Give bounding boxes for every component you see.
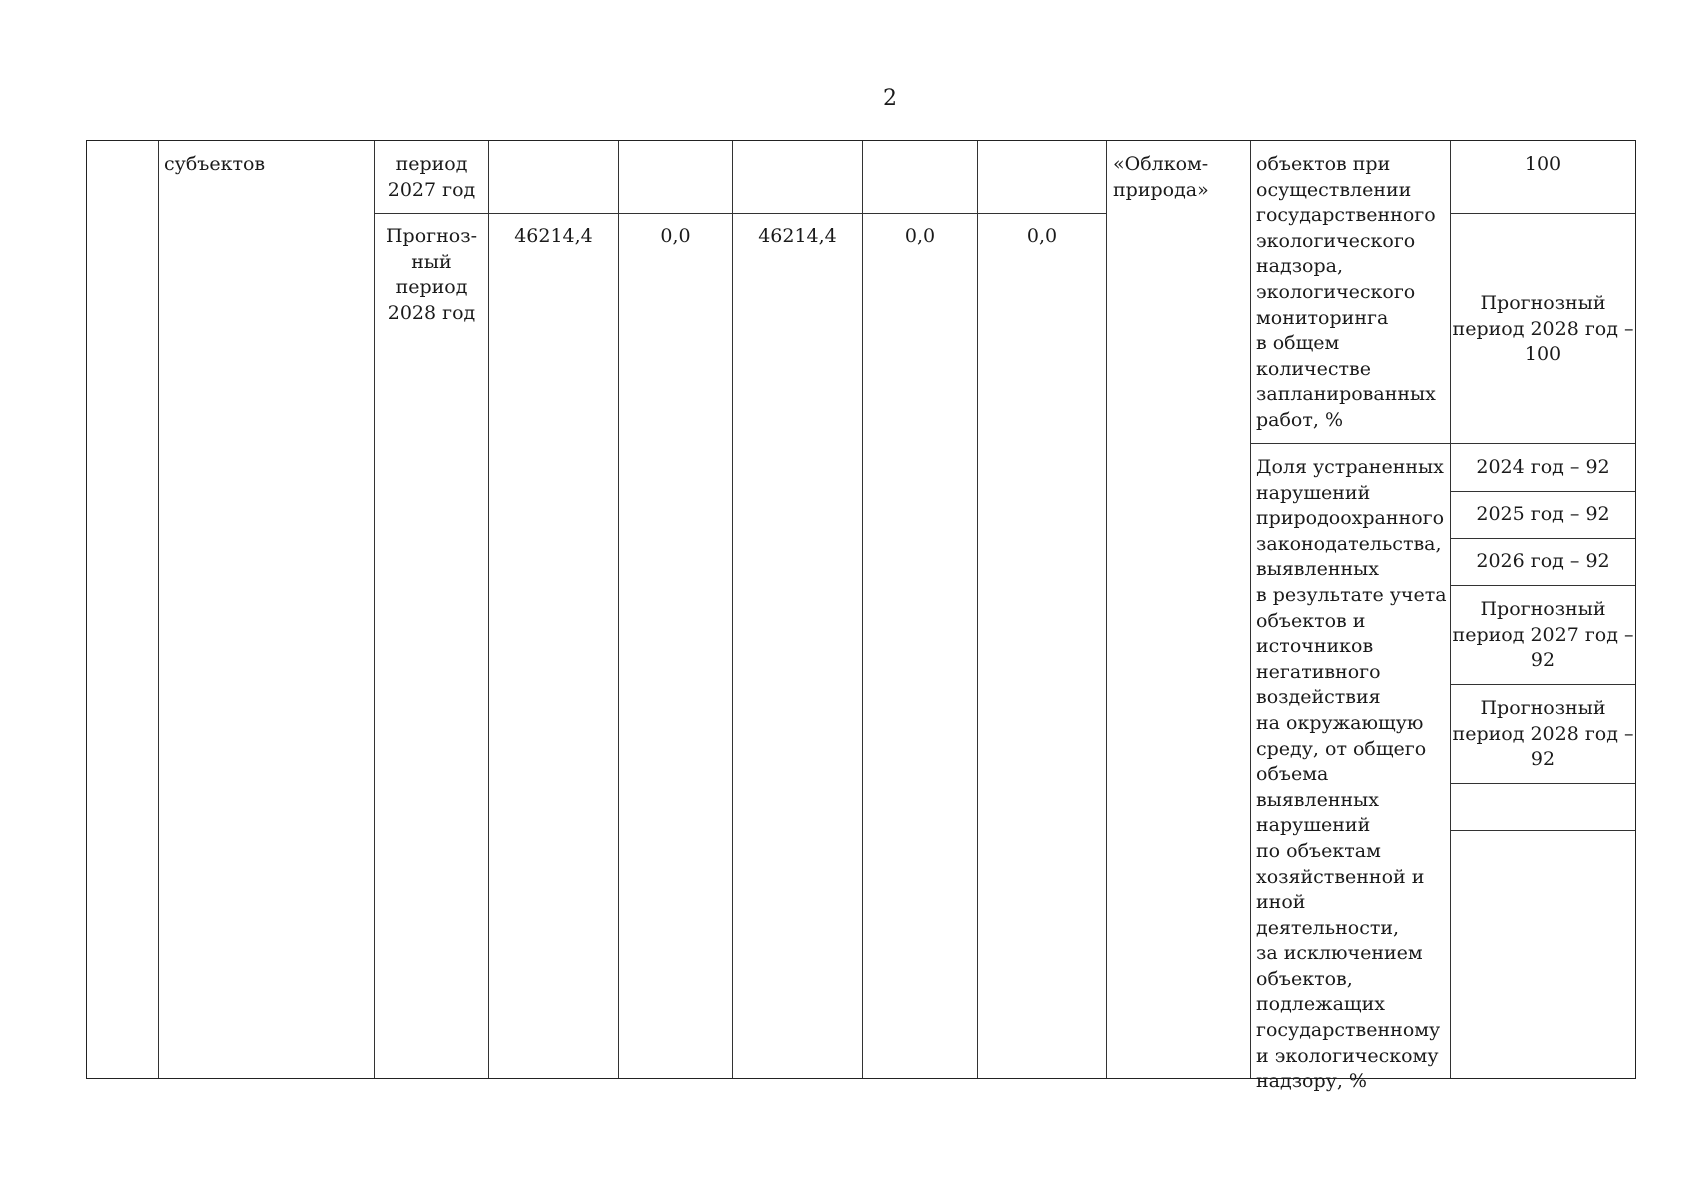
- column-divider: [1250, 141, 1251, 1078]
- period-2028-cell: Прогноз- ный период 2028 год: [385, 225, 477, 324]
- indicator-2-value: Прогнозный период 2027 год – 92: [1452, 598, 1634, 672]
- value-cell: 0,0: [1026, 225, 1058, 247]
- value-cell: 46214,4: [758, 225, 837, 247]
- value-cell: 0,0: [660, 225, 691, 247]
- column-divider: [618, 141, 619, 1078]
- row-divider: [1450, 783, 1635, 784]
- column-divider: [862, 141, 863, 1078]
- row-divider: [1450, 585, 1635, 586]
- row-divider: [1450, 213, 1635, 214]
- column-divider: [977, 141, 978, 1078]
- row-divider: [1450, 491, 1635, 492]
- executor-cell: «Облком- природа»: [1113, 153, 1209, 201]
- value-cell: 46214,4: [514, 225, 593, 247]
- indicator-2-value: 2025 год – 92: [1476, 503, 1610, 525]
- value-cell: 0,0: [904, 225, 936, 247]
- row-divider: [1250, 443, 1635, 444]
- row-divider: [374, 213, 1106, 214]
- indicator-2-value: 2026 год – 92: [1476, 550, 1610, 572]
- indicator-2-value: Прогнозный период 2028 год – 92: [1452, 697, 1634, 771]
- row-divider: [1450, 684, 1635, 685]
- column-divider: [488, 141, 489, 1078]
- indicator-1-value: Прогнозный период 2028 год – 100: [1452, 292, 1634, 366]
- indicator-1-value: 100: [1524, 153, 1562, 175]
- column-divider: [732, 141, 733, 1078]
- row-divider: [1450, 830, 1635, 831]
- indicator-2-value: 2024 год – 92: [1476, 456, 1610, 478]
- column-divider: [1106, 141, 1107, 1078]
- subject-cell: субъектов: [164, 153, 266, 175]
- indicator-2-cell: Доля устраненных нарушений природоохранного законодательства, выявленных в результате учета объектов и источников негативного воздействия на окружающую среду, от общего объема выявленных нарушений по объектам хозяйственной и иной деятельности, за исключением объектов, подлежащих государственному и экологическому надзору, %: [1256, 456, 1447, 1093]
- budget-table: [86, 140, 1636, 1093]
- period-2027-cell: период 2027 год: [387, 153, 476, 201]
- column-divider: [158, 141, 159, 1078]
- page-number: 2: [883, 86, 897, 111]
- row-divider: [1450, 538, 1635, 539]
- indicator-1-cell: объектов при осуществлении государственного экологического надзора, экологического мониторинга в общем количестве запланированных работ, %: [1256, 153, 1436, 431]
